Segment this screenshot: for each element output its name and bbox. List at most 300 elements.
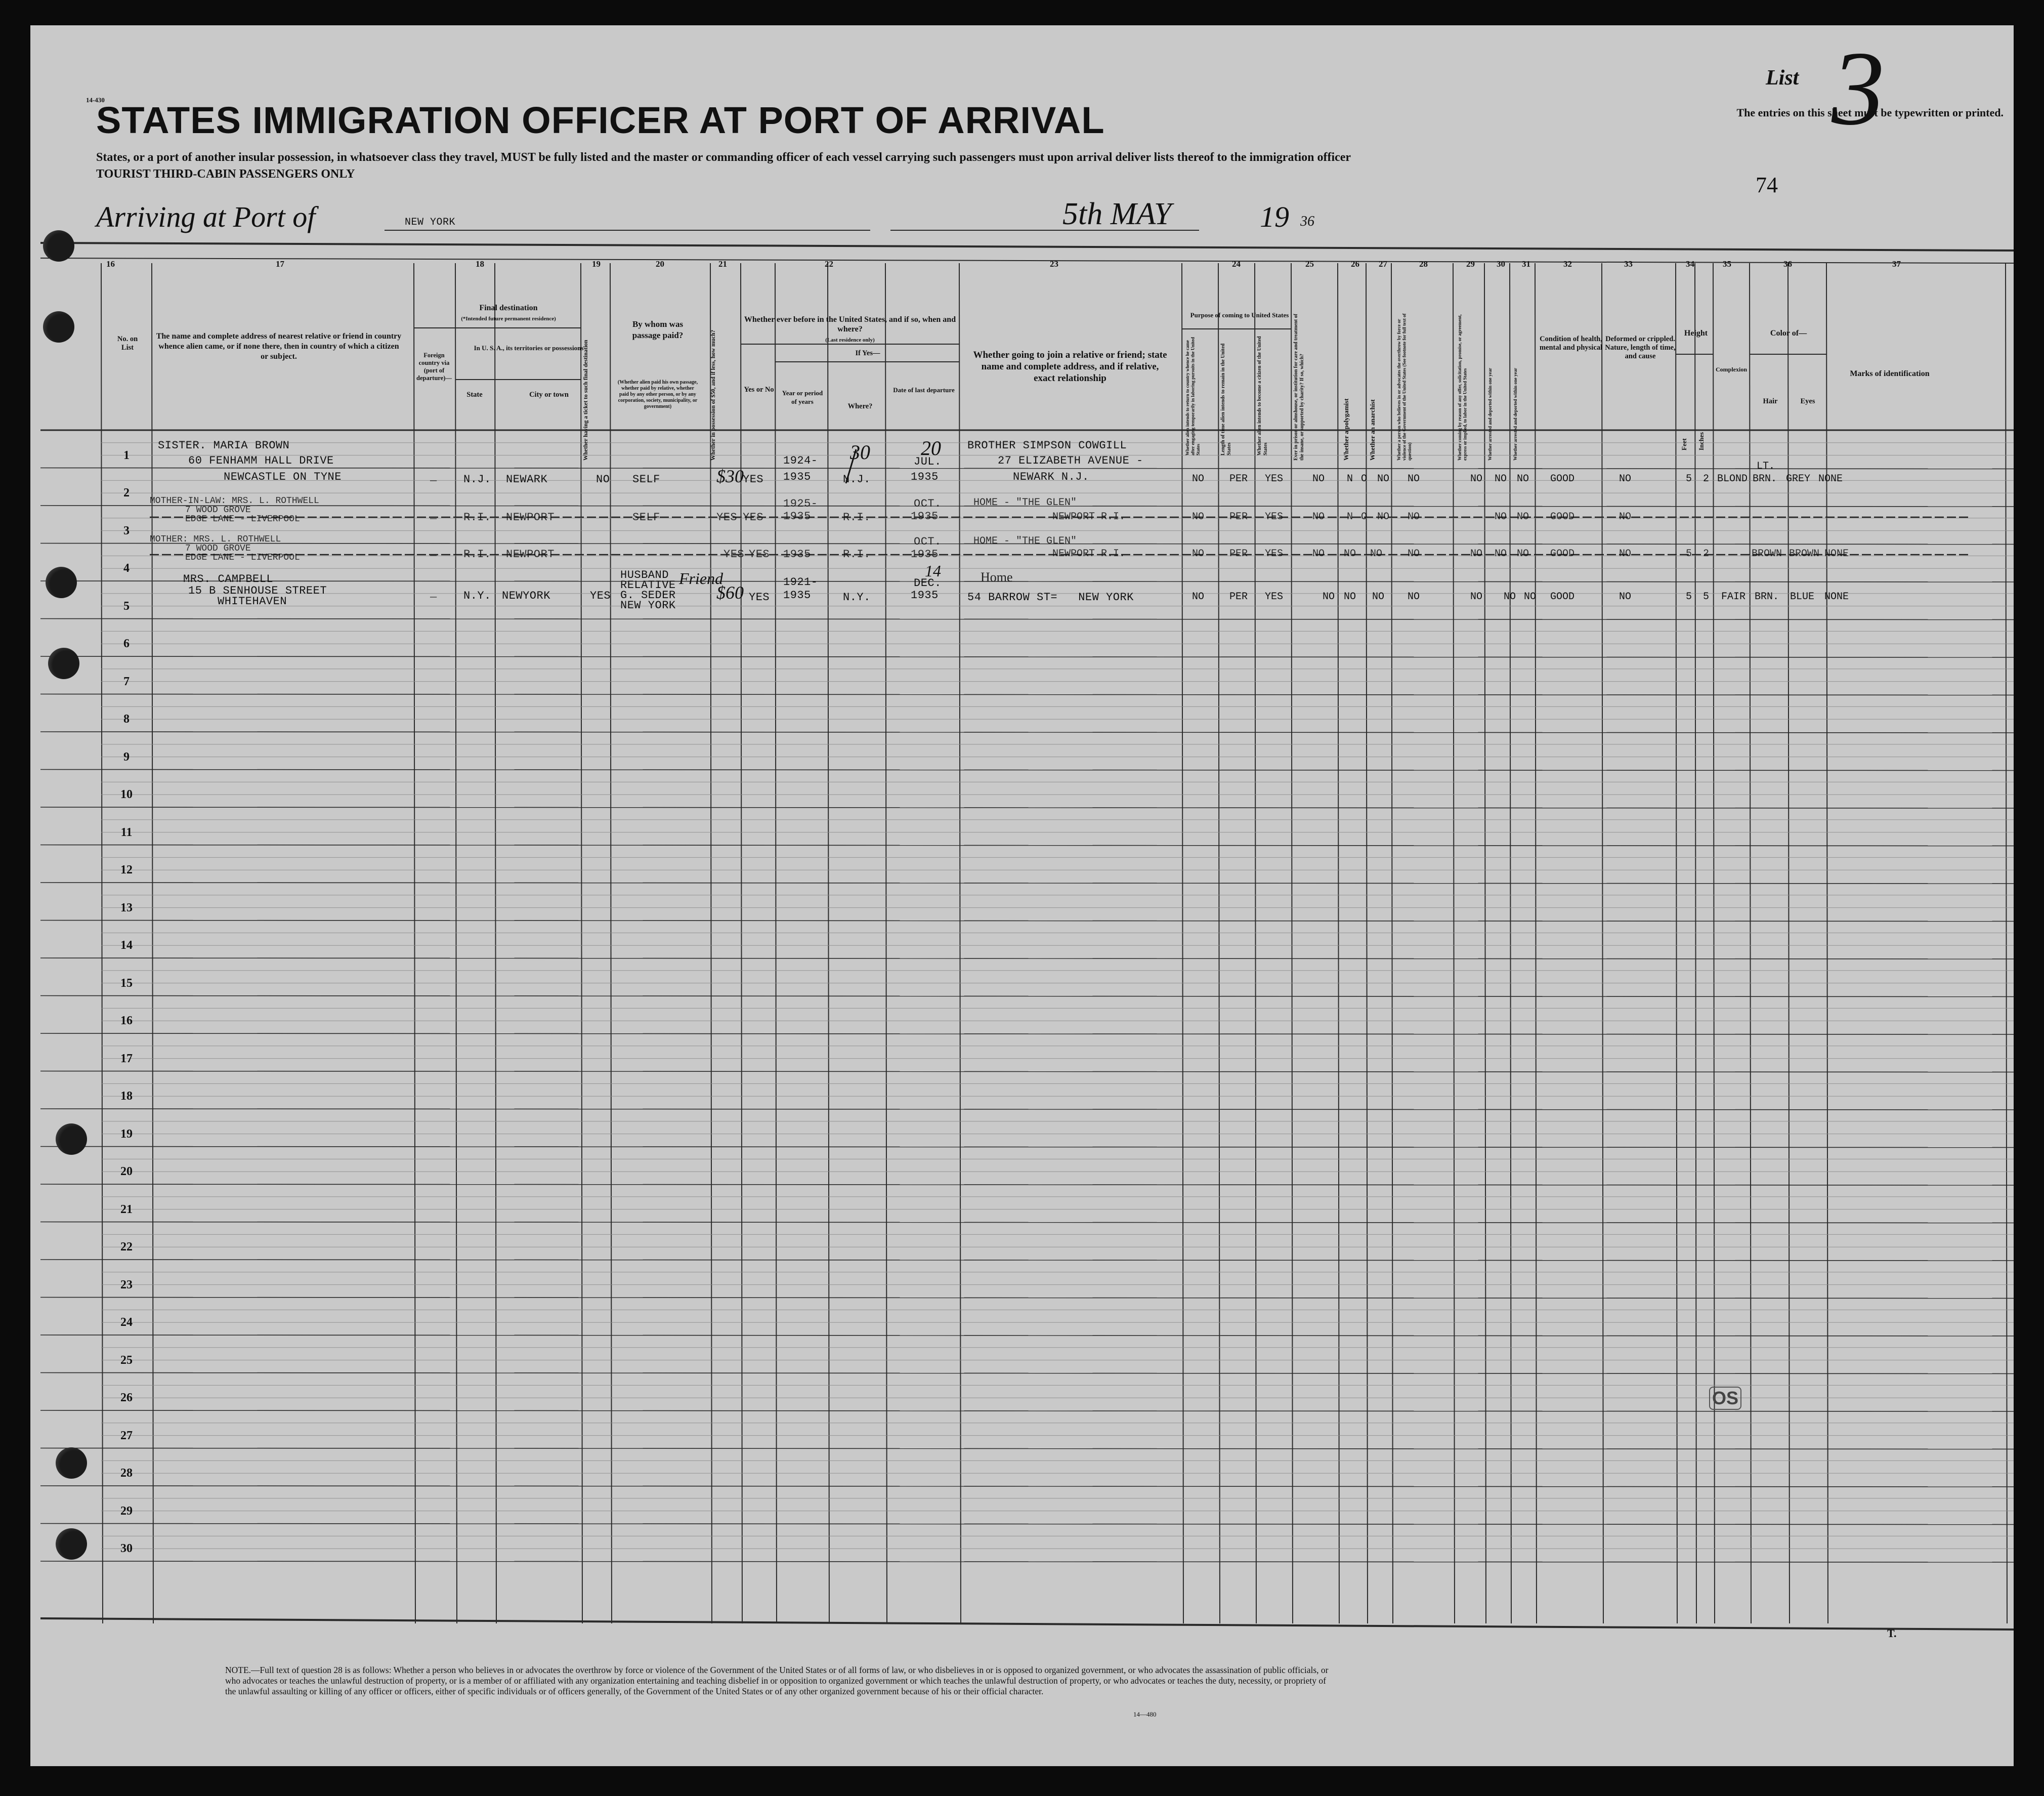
row-number: 9 [123,750,130,764]
hdr-join-relative: Whether going to join a relative or friend; state name and complete address, and if relative, exact relationship [973,350,1167,384]
row-rule [40,996,2014,997]
entry-2-money: YES [716,511,738,524]
col-num-25: 25 [1305,259,1314,269]
entry-4-ticket: YES [590,590,611,602]
entry-2-anarchist: O [1361,511,1368,523]
entry-1-q29: NO [1408,473,1420,485]
entry-3-feet: 5 [1686,548,1692,560]
column-rule [101,263,103,1623]
entry-3-citizen: YES [1265,548,1284,560]
row-number: 25 [120,1353,133,1367]
row-number: 3 [123,524,130,537]
col-num-21: 21 [718,259,727,269]
entry-1-relative-name: SISTER. MARIA BROWN [158,439,290,452]
row-number: 23 [120,1278,133,1291]
entry-2-foreign-via: _ [430,509,437,521]
row-rule [40,770,2014,771]
row-number: 16 [120,1014,133,1027]
hdr-ticket: Whether having a ticket to such final destination [583,340,589,461]
hdr-inches: Inches [1697,432,1705,450]
arriving-label: Arriving at Port of [96,200,316,233]
hdr-return-intent: Whether alien intends to return to country whence he came after engaging temporarily in laboring pursuits in the United States [1185,337,1201,455]
entry-1-eyes: GREY [1786,473,1811,485]
row-number: 11 [120,825,133,839]
row-rule [40,845,2014,846]
entry-3-departure-month: OCT. [914,535,942,548]
column-rule [710,263,712,1623]
row-number: 22 [120,1240,133,1254]
form-subtitle-2: TOURIST THIRD-CABIN PASSENGERS ONLY [96,168,355,181]
row-number: 19 [120,1127,133,1141]
entry-4-eyes: BLUE [1790,591,1815,603]
entry-2-return: NO [1192,511,1205,523]
hdr-last-departure: Date of last departure [893,386,955,394]
entry-2-length: PER [1229,511,1248,523]
hdr-passage-paid-note: (Whether alien paid his own passage, whether paid by relative, whether paid by any other person, or by any corporation, society, municipality, or government) [617,380,698,409]
entry-4-city: NEWYORK [502,590,550,602]
entry-3-q28: NO [1408,548,1420,560]
row-number: 30 [120,1542,133,1555]
entry-2-q31: NO [1517,511,1529,523]
col-num-35: 35 [1723,259,1731,269]
column-rule [610,263,612,1623]
hdr-yes-no: Yes or No [744,386,774,394]
column-rule [1826,263,1828,1623]
entry-4-prison: NO [1323,591,1335,603]
entry-4-departure-month: DEC. [914,577,942,590]
entry-3-departure-year: 1935 [911,548,939,561]
row-rule [40,1071,2014,1072]
entry-4-q31: NO [1524,591,1537,603]
hdr-been-before: Whether ever before in the United States, and if so, when and where? [744,315,956,333]
list-number: 3 [1832,30,1885,147]
entry-2-prison: NO [1312,511,1325,523]
entry-3-health: GOOD [1550,548,1575,560]
entry-4-join-address: 54 BARROW ST= NEW YORK [967,591,1134,604]
row-number: 24 [120,1316,133,1329]
row-rule [40,1410,2014,1411]
row-rule [40,1373,2014,1374]
column-rule [581,263,582,1623]
entry-3-city: NEWPORT [506,548,555,561]
list-label: List [1766,66,1799,90]
row-number: 27 [120,1429,133,1442]
row-number: 14 [120,939,133,952]
port-value: NEW YORK [405,217,456,228]
footer-mark: T. [1887,1627,1897,1640]
column-rule [1291,263,1293,1623]
row-number: 1 [123,448,130,462]
entry-2-paid-by: SELF [632,511,660,524]
hdr-eyes: Eyes [1800,397,1815,405]
entry-1-where: N.J. [843,473,871,486]
entry-1-been-before: YES [743,473,764,486]
row-number: 18 [120,1090,133,1103]
entry-1-prison: NO [1312,473,1325,485]
row-number: 13 [120,901,133,914]
entry-1-q30: NO [1495,473,1507,485]
entry-4-years-from: 1921- [783,576,818,589]
col-num-24: 24 [1232,259,1241,269]
hdr-years: Year or period of years [782,389,823,405]
hdr-q28: Whether a person who believes in or advocates the overthrow by force or violence of the Government of the United States (See footnote for full text of question) [1396,313,1412,461]
entry-2-departure-year: 1935 [911,510,939,523]
footnote-code: 14—480 [1133,1710,1157,1718]
hdr-been-before-note: (Last residence only) [825,337,875,343]
row-rule [40,1561,2014,1562]
entry-1-citizen: YES [1265,473,1284,485]
entry-4-complexion: FAIR [1721,591,1746,603]
row-rule [40,619,2014,620]
entry-2-q30: NO [1495,511,1507,523]
row-number: 29 [120,1504,133,1518]
form-grid [30,25,2014,1766]
column-rule [1750,263,1751,1623]
row-rule [40,581,2014,582]
entry-2-join-name: HOME - "THE GLEN" [973,497,1077,509]
column-rule [1366,263,1368,1623]
column-rule [1255,263,1256,1623]
hdr-if-yes: If Yes— [855,349,880,357]
entry-4-polygamist: NO [1344,591,1356,603]
entry-3-length: PER [1229,548,1248,560]
entry-1-years-to: 1935 [783,471,811,483]
entry-1-deformed: NO [1619,473,1632,485]
binder-hole [56,1528,87,1560]
year-suffix: 36 [1300,214,1314,229]
row-rule [40,1222,2014,1223]
entry-3-state: R.I. [463,548,491,561]
hdr-q31: Whether arrested and deported within one year [1513,367,1518,461]
form-subtitle-1: States, or a port of another insular possession, in whatsoever class they travel, MUST be fully listed and the master or commanding officer of each vessel carrying such passengers must upon arrival deliver lists thereof to the immigration officer [96,151,1351,164]
column-rule [1602,263,1603,1623]
hdr-length-stay: Length of time alien intends to remain in the United States [1220,343,1232,455]
table-bottom-rule [40,1618,2014,1630]
binder-hole [46,567,77,598]
entry-3-foreign-via: _ [430,546,437,558]
entry-3-join-name: HOME - "THE GLEN" [973,535,1077,547]
entry-2-where: R.I. [843,511,871,524]
entry-1-departure-year: 1935 [911,471,939,483]
hdr-where: Where? [847,402,873,410]
entry-3-relative-city: EDGE LANE - LIVERPOOL [185,553,300,563]
form-code: 14-430 [86,96,105,104]
hdr-final-destination: Final destination [479,304,538,312]
entry-1-foreign-via: _ [430,471,437,483]
entry-4-money: $60 [716,582,744,603]
entry-4-paid-hand: Friend [679,569,723,588]
entry-1-relative-city: NEWCASTLE ON TYNE [224,471,342,483]
row-number: 17 [120,1052,133,1065]
entry-2-years-to: 1935 [783,510,811,523]
year-prefix: 19 [1260,200,1289,233]
entry-4-relative-street: 15 B SENHOUSE STREET [188,584,327,597]
footnote: NOTE.—Full text of question 28 is as follows: Whether a person who believes in or advocates the overthrow by force or violence of the Government of the United States or of all forms of law, or who disbelieves in or is opposed to organized government, or who advocates the assassination of public officials, or who advocates or teaches the unlawful destruction of property, or is a member of or affiliated with any organization entertaining and teaching disbelief in or opposition to organized government or which teaches the unlawful destruction of property, or who advocates or teaches the duty, necessity, or propriety of the unlawful assaulting or killing of any officer or officers, either of specific individuals or of officers generally, of the Government of the United States or of any other organized government because of his or their official character. [225,1665,1329,1696]
entry-2-join-city: NEWPORT R.I. [1052,511,1126,523]
entry-1-health: GOOD [1550,473,1575,485]
entry-3-polygamist: NO [1344,548,1356,560]
col-num-37: 37 [1892,259,1901,269]
row-number: 28 [120,1467,133,1480]
entry-3-join-city: NEWPORT R.I. [1052,548,1126,560]
col-num-18: 18 [476,259,484,269]
entry-2-health: GOOD [1550,511,1575,523]
form-title: STATES IMMIGRATION OFFICER AT PORT OF ARRIVAL [96,99,1105,141]
manifest-sheet [30,25,2014,1766]
entry-4-relative-city: WHITEHAVEN [218,595,287,608]
entry-1-inches: 2 [1703,473,1710,485]
column-rule [1218,263,1220,1623]
column-rule [959,263,961,1623]
binder-hole [43,311,74,343]
col-num-34: 34 [1686,259,1694,269]
col-num-27: 27 [1379,259,1387,269]
row-number: 10 [120,788,133,801]
page-number: 74 [1756,173,1778,197]
column-rule [1695,263,1696,1623]
entry-4-q29: NO [1470,591,1483,603]
entry-4-anarchist: NO [1372,591,1385,603]
entry-1-join-street: 27 ELIZABETH AVENUE - [998,454,1143,467]
entry-2-departure-month: OCT. [914,497,942,510]
row-rule [40,1486,2014,1487]
col-num-31: 31 [1522,259,1530,269]
row-rule [40,958,2014,959]
entry-3-money: YES [723,548,745,561]
column-rule [885,263,887,1623]
row-number: 4 [123,562,130,575]
entry-3-where: R.I. [843,548,871,561]
entry-2-years-from: 1925- [783,497,818,510]
col-num-30: 30 [1497,259,1505,269]
column-rule [1391,263,1393,1623]
entry-1-departure-hand: 20 [921,437,941,460]
entry-2-been-before: YES [743,511,764,524]
column-rule [1676,263,1677,1623]
hdr-in-usa: In U. S. A., its territories or possessions [474,344,584,352]
entry-1-state: N.J. [463,473,491,486]
entry-4-deformed: NO [1619,591,1632,603]
hdr-foreign-via: Foreign country via (port of departure)— [416,352,452,382]
hdr-deformed: Deformed or crippled. Nature, length of time, and cause [1605,335,1676,360]
column-rule [1713,263,1715,1623]
row-number: 26 [120,1391,133,1404]
row-number: 7 [123,675,130,688]
entry-4-length: PER [1229,591,1248,603]
entry-4-hair: BRN. [1755,591,1779,603]
col-num-36: 36 [1783,259,1792,269]
col-num-26: 26 [1351,259,1359,269]
entry-3-q31: NO [1517,548,1529,560]
column-rule [828,263,829,1623]
entry-4-departure-hand: 14 [925,562,941,580]
entry-1-anarchist: O [1361,473,1368,485]
entry-1-return: NO [1192,473,1205,485]
column-rule [495,263,496,1623]
row-rule [40,1335,2014,1336]
row-rule [40,468,2014,469]
entry-1-join-name: BROTHER SIMPSON COWGILL [967,439,1127,452]
entry-1-money: $30 [716,466,744,486]
row-rule [40,1448,2014,1449]
column-rule [455,263,457,1623]
entry-3-eyes: BROWN [1789,548,1820,560]
entry-3-marks: NONE [1824,548,1849,560]
entry-3-prison: NO [1312,548,1325,560]
row-number: 21 [120,1202,133,1216]
row-number: 6 [123,637,130,650]
entry-1-join-city: NEWARK N.J. [1013,471,1089,483]
entry-4-join-hand: Home [981,570,1013,584]
binder-hole [48,648,79,679]
row-number: 20 [120,1165,133,1178]
entry-1-city: NEWARK [506,473,548,486]
column-rule [1182,263,1183,1623]
entry-4-paid-by-4: NEW YORK [620,599,676,612]
col-num-23: 23 [1050,259,1058,269]
hdr-height: Height [1684,329,1708,338]
entry-1-relative-street: 60 FENHAMM HALL DRIVE [188,454,334,467]
hdr-purpose: Purpose of coming to United States [1190,311,1289,319]
entry-1-q31: NO [1517,473,1529,485]
entry-3-years-to: 1935 [783,548,811,561]
row-rule [40,1524,2014,1525]
entry-3-hair: BROWN [1752,548,1782,560]
entry-4-departure-year: 1935 [911,589,939,602]
col-num-32: 32 [1563,259,1572,269]
row-rule [40,694,2014,695]
column-rule [775,263,777,1623]
entry-3-q29: NO [1470,548,1483,560]
entry-3-anarchist: NO [1370,548,1383,560]
hdr-complexion: Complexion [1715,366,1747,373]
entry-2-q29: NO [1408,511,1420,523]
hdr-relative: The name and complete address of nearest relative or friend in country whence alien came, or if none there, then in country of which a citizen or subject. [156,332,402,361]
column-rule [2006,263,2007,1623]
entry-4-relative-name: MRS. CAMPBELL [183,573,274,586]
entry-1-polygamist: N [1347,473,1353,485]
entry-4-state: N.Y. [463,590,491,602]
arrival-date: 5th MAY [1062,197,1172,231]
column-rule [152,263,153,1623]
col-num-16: 16 [106,259,115,269]
sheet-note: The entries on this sheet must be typewritten or printed. [1736,106,2004,119]
row-rule [40,732,2014,733]
entry-1-complexion: BLOND [1717,473,1748,485]
hdr-no-on-list: No. on List [117,335,138,352]
row-rule [40,921,2014,922]
row-rule [40,1184,2014,1185]
row-rule [40,1147,2014,1148]
col-num-28: 28 [1419,259,1428,269]
col-num-20: 20 [656,259,664,269]
row-number: 8 [123,713,130,726]
row-rule [40,1298,2014,1299]
entry-1-years-hand: 30 [850,441,870,464]
column-rule [1535,263,1537,1623]
hdr-citizen-intent: Whether alien intends to become a citizen of the United States [1257,336,1268,455]
hdr-money: Whether in possession of $50, and if less, how much? [710,329,716,461]
hdr-health: Condition of health, mental and physical [1539,335,1603,352]
hdr-prison: Ever in prison or almshouse, or institution for care and treatment of the insane, or supported by charity? If so, which? [1293,314,1305,461]
entry-1-marks: NONE [1818,473,1843,485]
hdr-color-of: Color of— [1770,329,1807,338]
entry-1-q29b: NO [1470,473,1483,485]
column-rule [1338,263,1339,1623]
entry-3-relative-street: 7 WOOD GROVE [185,544,251,554]
entry-1-length: PER [1229,473,1248,485]
entry-2-relative-name: MOTHER-IN-LAW: MRS. L. ROTHWELL [150,496,319,506]
hdr-q30: Whether arrested and deported within one year [1487,367,1493,461]
header-rule [40,243,2014,250]
hdr-anarchist: Whether an anarchist [1369,399,1376,461]
entry-4-paid-by-1: HUSBAND [620,569,669,581]
entry-4-citizen: YES [1265,591,1284,603]
entry-1-years-from: 1924- [783,454,818,467]
hdr-hair: Hair [1763,397,1778,405]
entry-2-city: NEWPORT [506,511,555,524]
entry-3-return: NO [1192,548,1205,560]
entry-2-relative-street: 7 WOOD GROVE [185,505,251,515]
entry-2-relative-city: EDGE LANE - LIVERPOOL [185,514,300,524]
entry-1-hair: BRN. [1753,473,1777,485]
column-rule [1788,263,1790,1623]
entry-2-q28: NO [1377,511,1390,523]
row-number: 15 [120,976,133,990]
entry-3-inches: 2 [1703,548,1710,560]
entry-3-deformed: NO [1619,548,1632,560]
entry-4-q30: NO [1504,591,1516,603]
col-num-17: 17 [276,259,284,269]
entry-1-paid-by: SELF [632,473,660,486]
row-rule [40,1260,2014,1261]
entry-4-years-to: 1935 [783,589,811,602]
row-rule [40,656,2014,657]
entry-2-deformed: NO [1619,511,1632,523]
hdr-passage-paid: By whom was passage paid? [632,319,684,340]
entry-1-q28: NO [1377,473,1390,485]
hdr-q29: Whether coming by reason of any offer, solicitation, promise, or agreement, express or implied, to labor in the United States [1457,314,1468,461]
row-number: 5 [123,599,130,613]
hdr-polygamist: Whether a polygamist [1342,398,1350,461]
row-rule [40,1033,2014,1034]
entry-4-feet: 5 [1686,591,1692,603]
row-rule [40,883,2014,884]
entry-4-marks: NONE [1824,591,1849,603]
column-rule [414,263,415,1623]
entry-3-been-before: YES [749,548,770,561]
entry-1-hair-shade: LT. [1757,461,1775,472]
entry-4-paid-by-2: RELATIVE [620,579,676,592]
row-rule [40,1109,2014,1110]
entry-4-foreign-via: _ [430,587,437,600]
entry-1-departure-month: JUL. [914,455,942,468]
entry-3-q30: NO [1495,548,1507,560]
entry-4-return: NO [1192,591,1205,603]
row-number: 12 [120,863,133,876]
hdr-city: City or town [529,391,569,399]
col-num-29: 29 [1466,259,1475,269]
column-rule [1510,263,1511,1623]
entry-1-ticket: NO [596,473,610,486]
column-rule [1484,263,1486,1623]
entry-1-feet: 5 [1686,473,1692,485]
column-rule [1453,263,1455,1623]
hdr-state: State [466,391,483,399]
row-rule [40,807,2014,808]
entry-4-inches: 5 [1703,591,1710,603]
entry-2-state: R.I. [463,511,491,524]
